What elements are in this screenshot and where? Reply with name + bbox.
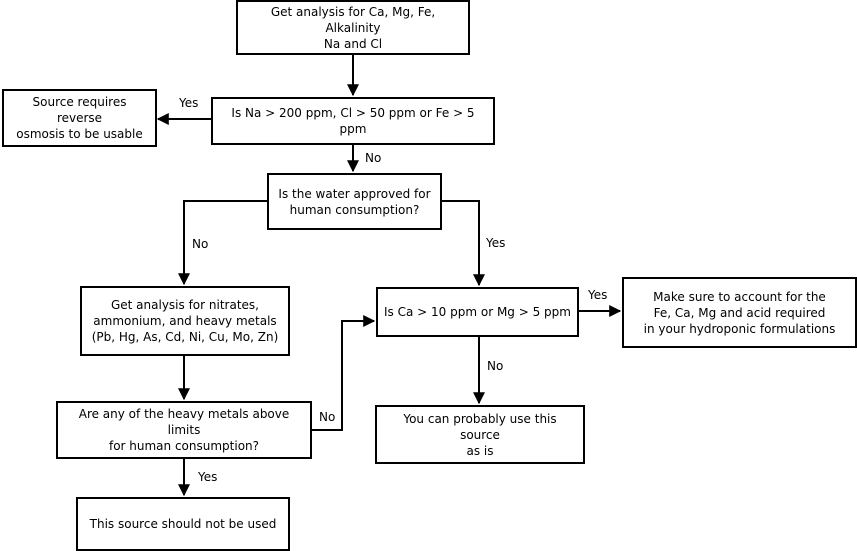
- node-do-not-use-text: This source should not be used: [89, 517, 277, 531]
- node-use-as-is-text: You can probably use this source as is: [403, 411, 557, 458]
- node-heavy-metals-analysis-text: Get analysis for nitrates, ammonium, and heavy metals (Pb, Hg, As, Cd, Ni, Cu, Mo, Zn): [91, 298, 279, 344]
- edge-label-approved-yes: Yes: [486, 236, 506, 250]
- arrow-approved-yes-to-ca-check: [441, 201, 479, 285]
- edge-label-ca-no: No: [487, 359, 504, 373]
- node-ca-mg-decision: [376, 287, 579, 337]
- node-na-cl-fe-decision: [211, 97, 495, 145]
- edge-label-na-no: No: [365, 151, 382, 165]
- node-reverse-osmosis-text: Source requires reverse osmosis to be usable: [16, 95, 143, 141]
- edge-label-metals-yes: Yes: [198, 470, 218, 484]
- node-get-analysis: [236, 0, 470, 55]
- node-account-for: [622, 277, 857, 348]
- node-reverse-osmosis: [2, 89, 157, 147]
- node-heavy-metals-analysis: [80, 286, 290, 356]
- node-heavy-metals-decision-text: Are any of the heavy metals above limits for human consumption?: [78, 407, 290, 453]
- node-do-not-use: [76, 497, 290, 551]
- node-account-for-text: Make sure to account for the Fe, Ca, Mg and acid required in your hydroponic formulations: [643, 289, 836, 336]
- node-na-cl-fe-decision-text: Is Na > 200 ppm, Cl > 50 ppm or Fe > 5 ppm: [231, 106, 475, 136]
- edge-label-na-yes: Yes: [179, 96, 199, 110]
- node-get-analysis-text: Get analysis for Ca, Mg, Fe, Alkalinity Na and Cl: [270, 4, 436, 51]
- edge-label-ca-yes: Yes: [588, 288, 608, 302]
- node-approved-decision-text: Is the water approved for human consumption?: [278, 186, 431, 217]
- edge-label-approved-no: No: [192, 237, 209, 251]
- node-use-as-is: [375, 405, 585, 464]
- node-heavy-metals-decision: [56, 401, 312, 459]
- node-approved-decision: [267, 173, 442, 230]
- node-ca-mg-decision-text: Is Ca > 10 ppm or Mg > 5 ppm: [384, 305, 571, 319]
- edge-label-metals-no: No: [319, 410, 336, 424]
